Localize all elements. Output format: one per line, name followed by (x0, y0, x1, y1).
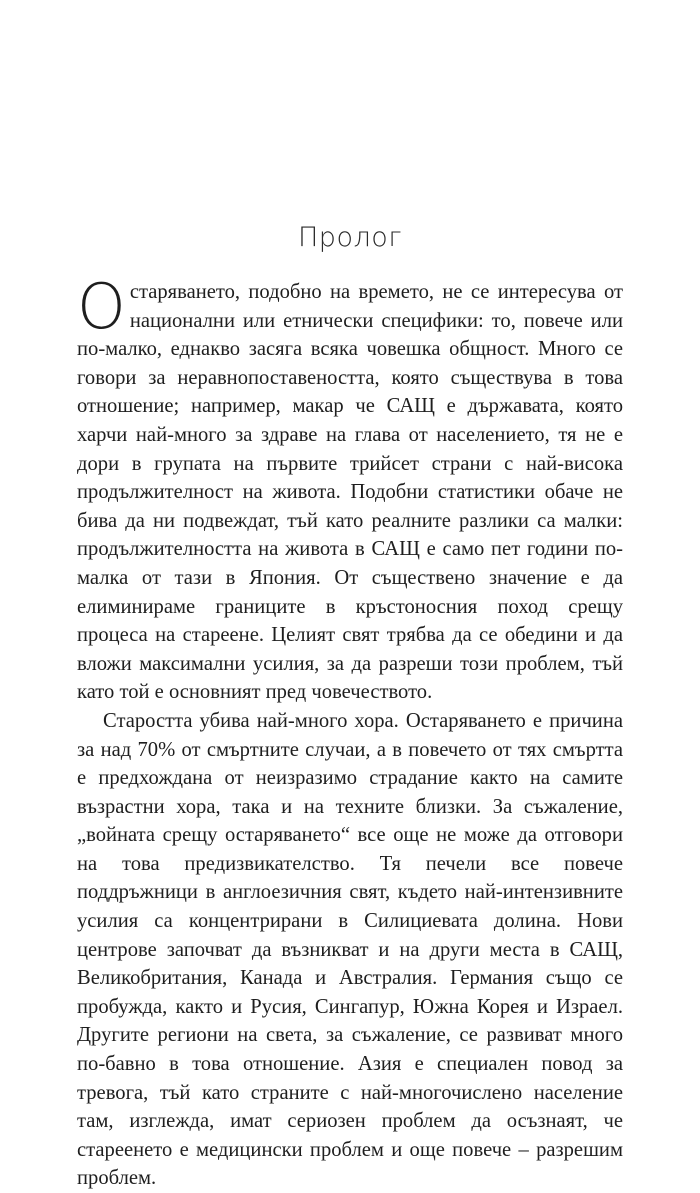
drop-cap: О (77, 270, 126, 343)
paragraph-2: Старостта убива най-много хора. Остаряването е причина за над 70% от смъртните случаи, а в повечето от тях смъртта е предхождана от неизразимо страдание както на самите възрастни хора, така и на техните близки. За съжаление, „войната срещу остаряването“ все още не може да отговори на това предизвикателство. Тя печели все повече поддръжници в англоезичния свят, където най-интензивните усилия са концентрирани в Силициевата долина. Нови центрове започват да възникват и на други места в САЩ, Великобритания, Канада и Австралия. Германия също се пробужда, както и Русия, Сингапур, Южна Корея и Израел. Другите региони на света, за съжаление, се развиват много по-бавно в това отношение. Азия е специален повод за тревога, тъй като страните с най-многочислено население там, изглежда, имат сериозен проблем да осъзнаят, че стареенето е медицински проблем и още повече – разрешим проблем. (77, 709, 623, 1190)
body-text (77, 270, 623, 1193)
paragraph-1-body: старяването, подобно на времето, не се интересува от национални или етнически специфики: то, повече или по-малко, еднакво засяга всяка човешка общност. Много се говори за неравнопоставеността, която съществува в това отношение; например, макар че САЩ е държавата, която харчи най-много за здраве на глава от населението, тя не е дори в групата на първите трийсет страни с най-висока продължителност на живота. Подобни статистики обаче не бива да ни подвеждат, тъй като реалните разлики са малки: продължителността на живота в САЩ е само пет години по-малка от тази в Япония. От съществено значение е да елиминираме границите в кръстоносния поход срещу процеса на стареене. Целият свят трябва да се обедини и да вложи максимални усилия, за да разреши този проблем, тъй като той е основният пред човечеството. (77, 281, 623, 704)
chapter-title: Пролог (298, 222, 402, 253)
paragraph-1 (77, 270, 623, 707)
